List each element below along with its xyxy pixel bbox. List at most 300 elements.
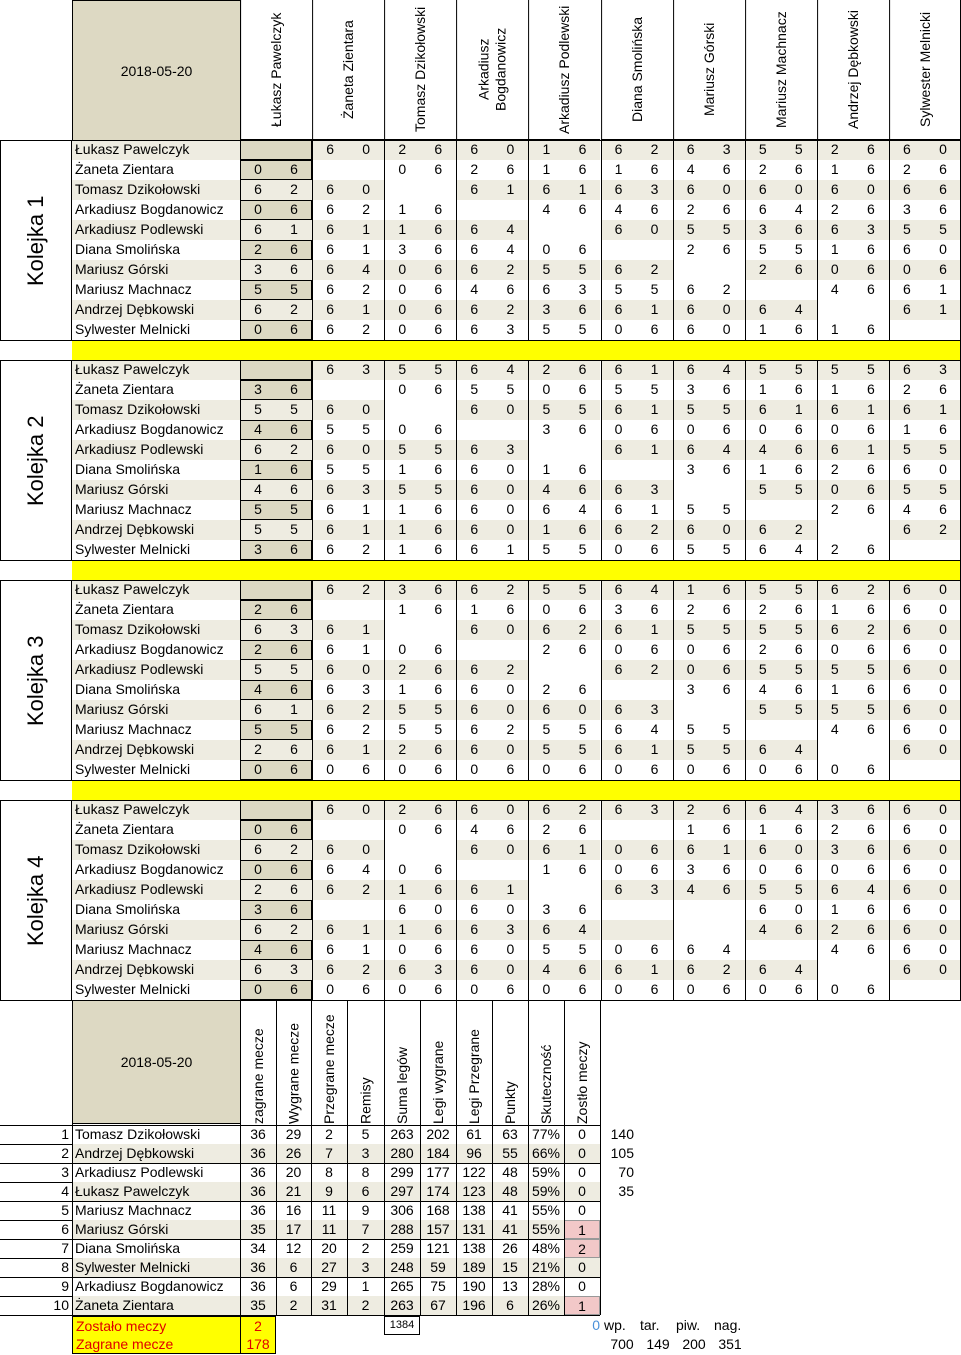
grid-line xyxy=(817,360,818,560)
score-cell: 2 xyxy=(745,260,781,280)
summary-extra-value: 140 xyxy=(610,1126,634,1142)
score-cell: 4 xyxy=(650,721,659,737)
score-cell: 6 xyxy=(290,421,298,437)
score-cell: 3 xyxy=(578,281,587,297)
grid-line xyxy=(240,140,241,340)
score-cell: 6 xyxy=(326,541,335,557)
score-cell: 5 xyxy=(362,461,371,477)
player-name-cell: Arkadiusz Bogdanowicz xyxy=(75,421,224,437)
grid-line xyxy=(601,140,602,340)
grid-line xyxy=(673,360,674,560)
summary-value: 263 xyxy=(384,1296,420,1315)
score-cell: 6 xyxy=(866,721,875,737)
grid-line xyxy=(817,140,818,340)
score-cell: 6 xyxy=(794,861,803,877)
grid-line xyxy=(889,140,890,340)
grid-line xyxy=(312,140,313,340)
score-cell: 2 xyxy=(470,161,479,177)
score-cell: 2 xyxy=(925,520,961,540)
score-cell: 5 xyxy=(817,360,853,380)
player-name-cell: Sylwester Melnicki xyxy=(75,981,191,997)
score-cell: 6 xyxy=(434,681,443,697)
summary-header: Remisy xyxy=(347,1000,384,1124)
player-name-cell: Łukasz Pawelczyk xyxy=(72,360,240,380)
score-cell: 2 xyxy=(276,840,312,860)
score-cell: 2 xyxy=(830,201,839,217)
score-cell: 3 xyxy=(528,300,564,320)
score-cell: 6 xyxy=(745,960,781,980)
summary-value: 0 xyxy=(578,1278,586,1294)
score-cell: 5 xyxy=(578,541,587,557)
score-cell: 6 xyxy=(889,360,925,380)
score-cell: 1 xyxy=(830,241,839,257)
score-cell: 0 xyxy=(709,300,745,320)
grid-line xyxy=(456,140,457,340)
total-legs-cell: 1384 xyxy=(384,1316,420,1335)
score-cell: 6 xyxy=(650,161,659,177)
score-cell: 3 xyxy=(384,580,420,600)
summary-value: 6 xyxy=(492,1296,528,1315)
score-cell: 6 xyxy=(939,381,947,397)
score-cell: 6 xyxy=(817,400,853,420)
summary-value: 20 xyxy=(321,1240,337,1256)
score-cell: 6 xyxy=(420,920,456,940)
score-cell: 0 xyxy=(686,421,695,437)
summary-value: 41 xyxy=(502,1202,518,1218)
score-cell: 6 xyxy=(312,360,348,380)
score-cell: 0 xyxy=(506,901,515,917)
score-cell: 6 xyxy=(240,700,276,720)
score-cell: 3 xyxy=(686,681,695,697)
summary-value: 11 xyxy=(311,1220,347,1239)
grid-line xyxy=(240,800,241,1000)
score-cell: 6 xyxy=(528,920,564,940)
score-cell: 5 xyxy=(240,520,276,540)
score-cell: 6 xyxy=(853,800,889,820)
round-label: Kolejka 2 xyxy=(0,360,72,561)
score-cell: 6 xyxy=(434,541,443,557)
grid-line xyxy=(240,1000,241,1315)
score-cell: 5 xyxy=(686,721,695,737)
summary-rank: 8 xyxy=(61,1259,69,1275)
score-cell: 6 xyxy=(312,440,348,460)
score-cell: 6 xyxy=(866,241,875,257)
score-cell: 6 xyxy=(745,400,781,420)
grid-line xyxy=(347,1000,348,1315)
score-cell: 6 xyxy=(312,260,348,280)
score-cell: 0 xyxy=(564,700,600,720)
score-cell: 6 xyxy=(601,260,637,280)
score-cell: 2 xyxy=(853,580,889,600)
score-cell: 6 xyxy=(673,840,709,860)
score-cell: 5 xyxy=(722,541,731,557)
summary-player-name: Łukasz Pawelczyk xyxy=(72,1182,240,1201)
score-cell: 2 xyxy=(384,800,420,820)
score-cell xyxy=(709,900,745,920)
score-cell: 6 xyxy=(939,201,947,217)
summary-value: 75 xyxy=(430,1278,446,1294)
score-cell: 6 xyxy=(578,161,587,177)
score-cell: 6 xyxy=(866,421,875,437)
summary-value: 6 xyxy=(276,1258,311,1277)
score-cell: 6 xyxy=(420,140,456,160)
score-cell: 0 xyxy=(398,821,407,837)
score-cell: 0 xyxy=(348,840,384,860)
score-cell: 0 xyxy=(398,421,407,437)
score-cell: 6 xyxy=(456,140,492,160)
score-cell: 0 xyxy=(492,140,528,160)
score-cell: 4 xyxy=(506,241,515,257)
score-cell: 4 xyxy=(830,721,839,737)
score-cell: 6 xyxy=(290,821,298,837)
score-cell: 6 xyxy=(276,740,312,760)
score-cell: 5 xyxy=(564,260,600,280)
score-cell: 5 xyxy=(254,281,262,297)
score-cell: 6 xyxy=(420,740,456,760)
grid-line xyxy=(528,360,529,560)
summary-value: 177 xyxy=(426,1164,450,1180)
score-cell: 0 xyxy=(925,660,961,680)
player-name-cell: Mariusz Machnacz xyxy=(75,941,192,957)
score-cell: 6 xyxy=(290,381,298,397)
score-cell: 3 xyxy=(240,260,276,280)
score-cell: 1 xyxy=(614,161,623,177)
score-cell: 4 xyxy=(794,201,803,217)
score-cell: 1 xyxy=(542,461,551,477)
score-cell: 3 xyxy=(542,901,551,917)
score-cell: 4 xyxy=(254,941,262,957)
score-cell: 6 xyxy=(578,461,587,477)
score-cell: 6 xyxy=(456,520,492,540)
score-cell: 6 xyxy=(794,761,803,777)
score-cell: 6 xyxy=(601,580,637,600)
score-cell: 2 xyxy=(686,241,695,257)
score-cell: 6 xyxy=(434,321,443,337)
grid-line xyxy=(72,0,73,141)
summary-value: 0 xyxy=(578,1164,586,1180)
score-cell: 6 xyxy=(456,840,492,860)
score-cell: 6 xyxy=(290,901,298,917)
score-cell: 6 xyxy=(650,641,659,657)
summary-value: 306 xyxy=(390,1202,414,1218)
score-cell: 1 xyxy=(362,501,371,517)
summary-header: Suma legów xyxy=(384,1000,420,1124)
score-cell: 4 xyxy=(709,440,745,460)
score-cell: 4 xyxy=(470,281,479,297)
score-cell: 5 xyxy=(384,360,420,380)
score-cell: 1 xyxy=(348,740,384,760)
summary-value: 190 xyxy=(462,1278,486,1294)
score-cell: 2 xyxy=(709,960,745,980)
score-cell: 6 xyxy=(866,161,875,177)
score-cell: 3 xyxy=(276,960,312,980)
score-cell: 6 xyxy=(240,300,276,320)
summary-value: 122 xyxy=(462,1164,486,1180)
score-cell: 6 xyxy=(290,761,298,777)
score-cell: 5 xyxy=(781,880,817,900)
score-cell: 6 xyxy=(362,761,371,777)
score-cell: 0 xyxy=(348,660,384,680)
score-cell: 6 xyxy=(889,840,925,860)
summary-value: 196 xyxy=(456,1296,492,1315)
score-cell: 3 xyxy=(925,360,961,380)
score-cell: 6 xyxy=(758,201,767,217)
score-cell: 2 xyxy=(637,260,673,280)
grid-line xyxy=(528,140,529,340)
score-cell: 0 xyxy=(492,840,528,860)
score-cell: 6 xyxy=(434,421,443,437)
score-cell: 0 xyxy=(925,920,961,940)
summary-player-name: Arkadiusz Podlewski xyxy=(75,1164,204,1180)
score-cell: 5 xyxy=(722,501,731,517)
summary-value: 11 xyxy=(321,1202,337,1218)
score-cell: 6 xyxy=(456,920,492,940)
legend-value: 700 xyxy=(610,1336,634,1352)
score-cell: 5 xyxy=(781,620,817,640)
grid-line xyxy=(456,580,457,780)
round-separator xyxy=(72,341,961,360)
player-name-cell: Diana Smolińska xyxy=(75,461,181,477)
legend-label: tar. xyxy=(640,1317,660,1333)
score-cell: 6 xyxy=(326,281,335,297)
score-cell: 6 xyxy=(578,241,587,257)
summary-value: 28% xyxy=(531,1278,561,1294)
score-cell: 1 xyxy=(398,541,407,557)
score-cell: 5 xyxy=(614,381,623,397)
score-cell: 6 xyxy=(470,321,479,337)
score-cell: 5 xyxy=(384,700,420,720)
score-cell: 0 xyxy=(939,721,947,737)
grid-line xyxy=(72,1000,73,1315)
score-cell: 0 xyxy=(758,761,767,777)
score-cell: 5 xyxy=(794,241,803,257)
score-cell: 6 xyxy=(673,180,709,200)
score-cell: 6 xyxy=(817,440,853,460)
score-cell: 6 xyxy=(866,321,875,337)
score-cell: 6 xyxy=(794,641,803,657)
score-cell: 5 xyxy=(817,700,853,720)
score-cell: 5 xyxy=(420,700,456,720)
summary-value: 36 xyxy=(250,1164,266,1180)
score-cell: 6 xyxy=(326,641,335,657)
score-cell: 5 xyxy=(853,700,889,720)
player-name-cell: Żaneta Zientara xyxy=(75,161,174,177)
score-cell: 2 xyxy=(362,321,371,337)
score-cell: 0 xyxy=(492,400,528,420)
score-cell: 5 xyxy=(673,740,709,760)
score-cell: 6 xyxy=(290,861,298,877)
player-name-cell: Łukasz Pawelczyk xyxy=(72,140,240,160)
summary-value: 16 xyxy=(285,1202,302,1218)
score-cell: 6 xyxy=(456,480,492,500)
score-cell: 6 xyxy=(745,840,781,860)
score-cell: 6 xyxy=(326,201,335,217)
score-cell: 1 xyxy=(637,620,673,640)
played-matches-label: Zagrane mecze xyxy=(72,1335,240,1354)
score-cell: 6 xyxy=(420,880,456,900)
score-cell: 2 xyxy=(492,580,528,600)
score-cell: 3 xyxy=(817,800,853,820)
score-cell: 2 xyxy=(542,641,551,657)
score-cell: 6 xyxy=(925,260,961,280)
score-cell: 1 xyxy=(853,400,889,420)
score-cell: 5 xyxy=(745,620,781,640)
score-cell: 6 xyxy=(456,440,492,460)
score-cell: 6 xyxy=(434,941,443,957)
score-cell xyxy=(673,900,709,920)
player-name-cell: Sylwester Melnicki xyxy=(75,761,191,777)
grid-line xyxy=(600,1000,601,1315)
score-cell: 2 xyxy=(240,880,276,900)
score-cell: 6 xyxy=(745,740,781,760)
summary-header: zagrane mecze xyxy=(240,1000,276,1124)
player-name-cell: Żaneta Zientara xyxy=(75,821,174,837)
summary-value: 20 xyxy=(285,1164,302,1180)
round-separator xyxy=(72,781,961,800)
score-cell: 0 xyxy=(470,981,479,997)
score-cell: 0 xyxy=(830,861,839,877)
score-cell: 5 xyxy=(384,440,420,460)
header-date-cell: 2018-05-20 xyxy=(72,0,241,141)
score-cell: 2 xyxy=(492,660,528,680)
score-cell: 6 xyxy=(420,580,456,600)
score-cell: 1 xyxy=(398,501,407,517)
score-cell: 5 xyxy=(709,740,745,760)
summary-value: 55% xyxy=(528,1220,564,1239)
score-cell: 6 xyxy=(903,901,911,917)
score-cell: 6 xyxy=(470,901,479,917)
grid-line xyxy=(601,580,602,780)
header-player-name: Mariusz Górski xyxy=(673,0,745,140)
score-cell: 6 xyxy=(420,300,456,320)
score-cell: 0 xyxy=(506,941,515,957)
score-cell: 6 xyxy=(290,981,298,997)
score-cell: 6 xyxy=(866,501,875,517)
score-cell: 2 xyxy=(564,800,600,820)
zero-value: 0 xyxy=(592,1317,600,1333)
score-cell: 0 xyxy=(326,761,335,777)
score-cell: 6 xyxy=(312,920,348,940)
player-name-cell: Tomasz Dzikołowski xyxy=(72,840,240,860)
score-cell: 0 xyxy=(348,140,384,160)
score-cell: 6 xyxy=(240,960,276,980)
summary-value: 0 xyxy=(578,1126,586,1142)
score-cell: 5 xyxy=(614,281,623,297)
score-cell: 6 xyxy=(456,400,492,420)
score-cell: 6 xyxy=(506,601,515,617)
score-cell: 6 xyxy=(290,601,298,617)
score-cell: 0 xyxy=(939,821,947,837)
score-cell: 6 xyxy=(709,800,745,820)
score-cell: 5 xyxy=(709,220,745,240)
score-cell: 6 xyxy=(939,501,947,517)
score-cell: 2 xyxy=(506,721,515,737)
score-cell: 0 xyxy=(925,960,961,980)
summary-rank: 7 xyxy=(61,1240,69,1256)
score-cell: 6 xyxy=(326,721,335,737)
score-cell: 0 xyxy=(506,461,515,477)
grid-line xyxy=(0,1125,600,1126)
score-cell: 3 xyxy=(254,541,262,557)
score-cell: 6 xyxy=(420,220,456,240)
score-cell: 0 xyxy=(817,480,853,500)
score-cell: 6 xyxy=(578,761,587,777)
score-cell: 1 xyxy=(903,421,911,437)
score-cell: 6 xyxy=(456,880,492,900)
summary-value: 26 xyxy=(502,1240,518,1256)
score-cell: 6 xyxy=(722,761,731,777)
score-cell: 5 xyxy=(564,580,600,600)
score-cell: 3 xyxy=(254,901,262,917)
summary-value: 0 xyxy=(564,1144,600,1163)
player-name-cell: Łukasz Pawelczyk xyxy=(72,800,240,820)
score-cell: 1 xyxy=(686,821,695,837)
score-cell: 1 xyxy=(398,681,407,697)
score-cell: 6 xyxy=(240,180,276,200)
score-cell: 6 xyxy=(312,840,348,860)
score-cell: 6 xyxy=(456,620,492,640)
summary-value: 15 xyxy=(492,1258,528,1277)
summary-value: 77% xyxy=(531,1126,561,1142)
summary-header: Wygrane mecze xyxy=(276,1000,311,1124)
summary-value: 41 xyxy=(492,1220,528,1239)
grid-line xyxy=(456,800,457,1000)
summary-header: Skuteczność xyxy=(528,1000,564,1124)
score-cell: 0 xyxy=(398,861,407,877)
score-cell: 2 xyxy=(564,620,600,640)
summary-value: 7 xyxy=(311,1144,347,1163)
score-cell: 3 xyxy=(686,381,695,397)
score-cell: 2 xyxy=(637,660,673,680)
score-cell: 6 xyxy=(781,220,817,240)
score-cell: 6 xyxy=(312,700,348,720)
score-cell: 6 xyxy=(601,800,637,820)
score-cell: 4 xyxy=(722,941,731,957)
score-cell: 6 xyxy=(722,201,731,217)
summary-value: 31 xyxy=(311,1296,347,1315)
grid-line xyxy=(312,800,313,1000)
score-cell: 4 xyxy=(781,740,817,760)
summary-player-name: Arkadiusz Bogdanowicz xyxy=(75,1278,224,1294)
score-cell: 1 xyxy=(939,281,947,297)
summary-header: Przegrane mecze xyxy=(311,1000,347,1124)
score-cell: 2 xyxy=(758,601,767,617)
score-cell: 1 xyxy=(853,440,889,460)
score-cell: 0 xyxy=(614,941,623,957)
score-cell: 0 xyxy=(506,501,515,517)
score-cell: 6 xyxy=(434,821,443,837)
remaining-matches-label: Zostało meczy xyxy=(72,1316,240,1335)
score-cell: 0 xyxy=(506,681,515,697)
grid-line xyxy=(889,580,890,780)
summary-value: 2 xyxy=(361,1240,370,1256)
summary-value: 1 xyxy=(564,1296,600,1315)
score-cell: 6 xyxy=(939,161,947,177)
score-cell: 6 xyxy=(709,880,745,900)
score-cell: 5 xyxy=(745,360,781,380)
score-cell: 6 xyxy=(853,140,889,160)
player-name-cell: Andrzej Dębkowski xyxy=(72,300,240,320)
score-cell: 6 xyxy=(276,260,312,280)
grid-line xyxy=(745,800,746,1000)
score-cell: 0 xyxy=(398,641,407,657)
score-cell: 6 xyxy=(673,300,709,320)
score-cell xyxy=(601,920,637,940)
score-cell: 6 xyxy=(420,260,456,280)
grid-line xyxy=(601,800,602,1000)
score-cell: 6 xyxy=(528,180,564,200)
score-cell: 2 xyxy=(362,281,371,297)
